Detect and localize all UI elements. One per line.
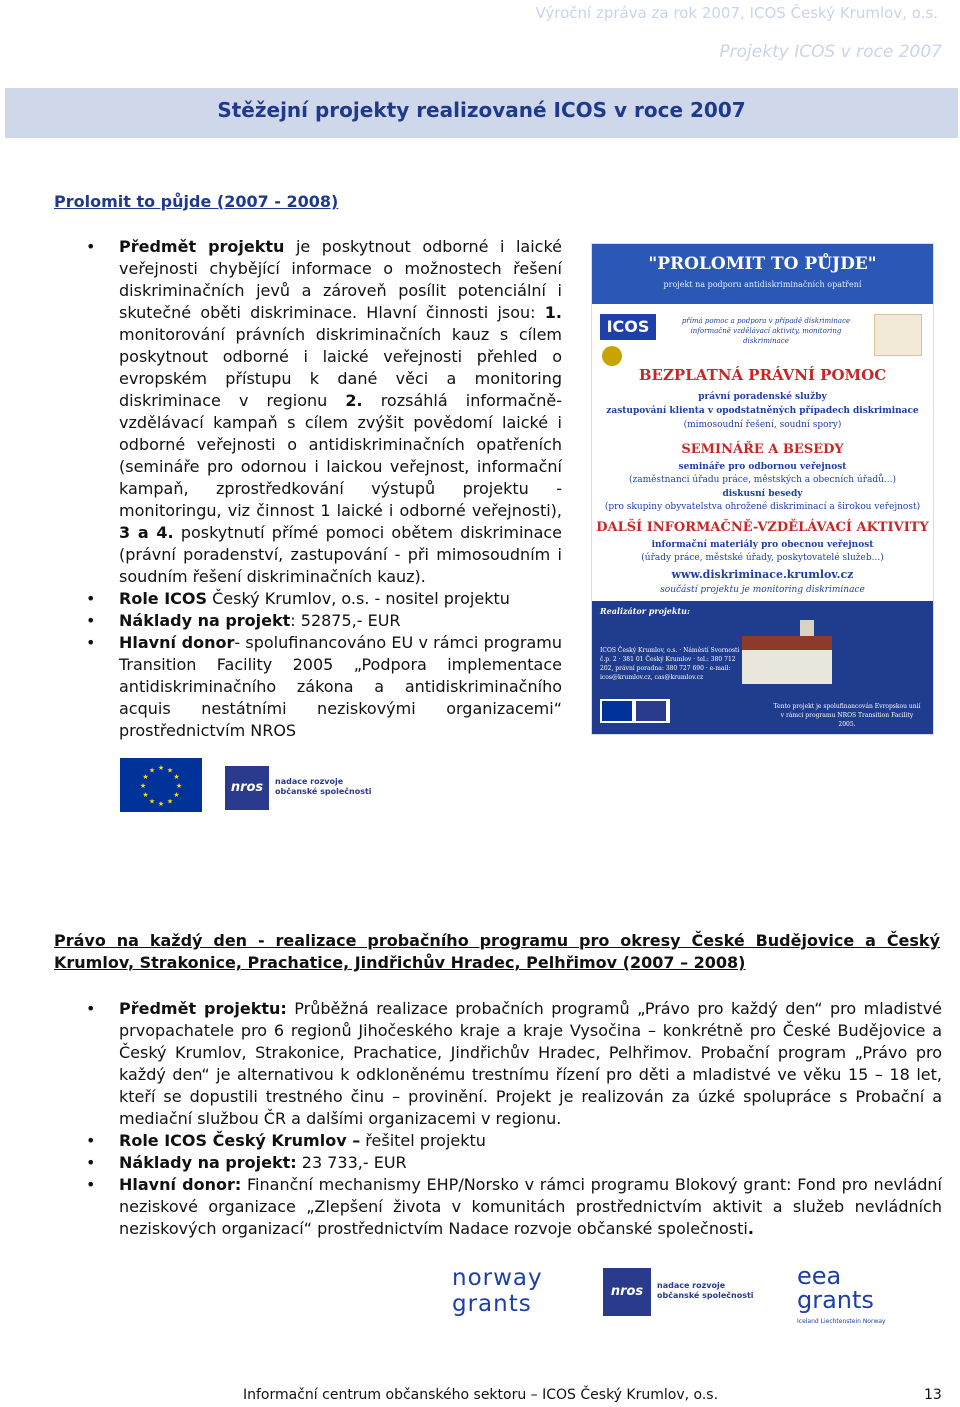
poster-funding-note: Tento projekt je spolufinancován Evropskou unií v rámci programu NROS Transition Facility 2005. xyxy=(773,703,921,728)
poster-web: www.diskriminace.krumlov.cz xyxy=(671,568,854,581)
eea-grants-logo: eea grants Iceland Liechtenstein Norway xyxy=(797,1262,886,1325)
bullet-icon: • xyxy=(86,237,96,256)
poster-logos xyxy=(600,699,670,723)
poster-line: semináře pro odbornou veřejnost xyxy=(678,462,847,472)
list-item: • Náklady na projekt: 52875,- EUR xyxy=(86,611,401,630)
icos-logo: ICOS xyxy=(600,314,656,340)
footer-text: Informační centrum občanského sektoru – ICOS Český Krumlov, o.s. xyxy=(243,1387,719,1403)
svg-text:★: ★ xyxy=(173,773,180,781)
poster-subtitle: projekt na podporu antidiskriminačních opatření xyxy=(663,280,862,289)
eu-flag-icon xyxy=(602,701,632,721)
poster-realizer: Realizátor projektu: xyxy=(600,606,690,616)
nros-logo: nros nadace rozvoje občanské společnosti xyxy=(603,1268,763,1316)
poster-contact: ICOS Český Krumlov, o.s. · Náměstí Svornosti č.p. 2 · 381 01 Český Krumlov · tel.: 380 712 202, právní poradna: 380 727 690 · e-mail: icos@krumlov.cz, cas@krumlov.cz xyxy=(600,647,740,681)
bullet-icon: • xyxy=(86,589,96,608)
poster-intro: přímá pomoc a podpora v případě diskriminace informačně vzdělávací aktivity, monitoring diskriminace xyxy=(681,317,851,345)
svg-text:★: ★ xyxy=(157,800,165,808)
bullet-icon: • xyxy=(86,1153,96,1172)
poster-heading-legal-aid: BEZPLATNÁ PRÁVNÍ POMOC xyxy=(638,366,887,384)
list-item: • Role ICOS Český Krumlov, o.s. - nositel projektu xyxy=(86,589,510,608)
project1-list xyxy=(86,236,562,742)
eu-flag-logo xyxy=(120,758,202,812)
project-poster xyxy=(591,243,934,735)
svg-text:★: ★ xyxy=(166,766,174,775)
nros-icon xyxy=(636,701,666,721)
list-item: • Hlavní donor: Finanční mechanismy EHP/Norsko v rámci programu Blokový grant: Fond pro nevládní neziskové organizace „Zlepšení života v komunitách prostřednictvím aktivit a služeb nevládních neziskových organizací“ prostřednictvím Nadace rozvoje občanské společnosti. xyxy=(86,1175,942,1238)
poster-line: právní poradenské služby xyxy=(698,392,827,402)
section-header: Projekty ICOS v roce 2007 xyxy=(719,42,942,62)
page-title: Stěžejní projekty realizované ICOS v roce 2007 xyxy=(217,98,746,122)
svg-text:★: ★ xyxy=(175,782,183,790)
project1-title: Prolomit to půjde (2007 - 2008) xyxy=(54,192,339,211)
svg-text:★: ★ xyxy=(157,764,165,772)
poster-heading-activities: DALŠÍ INFORMAČNĚ-VZDĚLÁVACÍ AKTIVITY xyxy=(596,520,929,535)
poster-line: (pro skupiny obyvatelstva ohrožené diskriminací a širokou veřejnost) xyxy=(604,502,921,512)
list-item: • Předmět projektu: Průběžná realizace probačních programů „Právo pro každý den“ pro mladistvé prvopachatele pro 6 regionů Jihočeského kraje a kraje Vysočina – konkrétně pro České Budějovice a Český Krumlov, Strakonice, Prachatice, Jindřichův Hradec, Pelhřimov. Probační program „Právo pro každý den“ je alternativou k odkloněnému trestnímu řízení pro děti a mladistvé ve věku 15 – 18 let, kteří se dopustili trestného činu – provinění. Projekt je realizován za úzké spolupráce s Probační a mediační službou ČR a dalšími organizacemi v regionu. xyxy=(86,999,943,1128)
poster-line: zastupování klienta v opodstatněných případech diskriminace xyxy=(606,406,919,416)
svg-text:★: ★ xyxy=(142,773,149,781)
svg-text:★: ★ xyxy=(139,782,147,790)
list-item: • Hlavní donor- spolufinancováno EU v rámci programu Transition Facility 2005 „Podpora implementace antidiskriminačního zákona a antidiskriminačního acquis nestátními neziskovými organizacemi“ prostřednictvím NROS xyxy=(86,633,563,740)
list-item: • Náklady na projekt: 23 733,- EUR xyxy=(86,1153,407,1172)
poster-note-image xyxy=(874,314,922,356)
poster-line: součástí projektu je monitoring diskriminace xyxy=(660,585,865,595)
poster-line: diskusní besedy xyxy=(722,489,803,499)
poster-line: (úřady práce, městské úřady, poskytovatelé služeb...) xyxy=(641,553,884,563)
svg-text:★: ★ xyxy=(142,791,149,799)
report-header: Výroční zpráva za rok 2007, ICOS Český Krumlov, o.s. xyxy=(535,4,938,22)
list-item: • Role ICOS Český Krumlov – řešitel projektu xyxy=(86,1131,486,1150)
seal-icon xyxy=(602,346,622,366)
bullet-icon: • xyxy=(86,633,96,652)
svg-text:★: ★ xyxy=(166,797,174,806)
poster-line: (zaměstnanci úřadu práce, městských a obecních úřadů...) xyxy=(628,475,897,485)
title-banner xyxy=(5,88,958,138)
bullet-icon: • xyxy=(86,611,96,630)
page-number: 13 xyxy=(924,1387,942,1403)
poster-line: (mimosoudní řešení, soudní spory) xyxy=(683,420,842,430)
poster-header xyxy=(592,244,933,304)
poster-heading-seminars: SEMINÁŘE A BESEDY xyxy=(681,442,844,457)
svg-text:★: ★ xyxy=(173,791,180,799)
project2-list xyxy=(86,998,942,1240)
bullet-icon: • xyxy=(86,1175,96,1194)
project2-title: Právo na každý den - realizace probačního programu pro okresy České Budějovice a Český Krumlov, Strakonice, Prachatice, Jindřichův Hradec, Pelhřimov (2007 – 2008) xyxy=(54,931,940,972)
nros-logo: nros nadace rozvoje občanské společnosti xyxy=(225,766,385,810)
poster-line: informační materiály pro obecnou veřejnost xyxy=(651,540,874,550)
svg-text:★: ★ xyxy=(148,797,156,806)
bullet-icon: • xyxy=(86,1131,96,1150)
svg-text:★: ★ xyxy=(148,766,156,775)
poster-title: "PROLOMIT TO PŮJDE" xyxy=(648,254,877,274)
list-item: • Předmět projektu je poskytnout odborné i laické veřejnosti chybějící informace o možnostech řešení diskriminačních jevů a zároveň posílit potenciální i skutečné oběti diskriminace. Hlavní činnosti jsou: 1. monitorování právních diskriminačních kauz s cílem poskytnout odborné i laické veřejnosti přehled o evropském přístupu k dané věci a monitoring diskriminace v regionu 2. rozsáhlá informačně-vzdělávací kampaň s cílem zvýšit povědomí laické i odborné veřejnosti o antidiskriminačních opatřeních (semináře pro odornou i laickou veřejnost, informační kampaň, zprostředkování výstupů projektu - monitoringu, viz činnost 1 laické i odborné veřejnosti), 3 a 4. poskytnutí přímé pomoci obětem diskriminace (právní poradenství, zastupování - při mimosoudním i soudním řešení diskriminačních kauz). xyxy=(86,237,563,586)
castle-photo xyxy=(742,636,832,684)
bullet-icon: • xyxy=(86,999,96,1018)
norway-grants-logo: norway grants xyxy=(452,1265,543,1317)
